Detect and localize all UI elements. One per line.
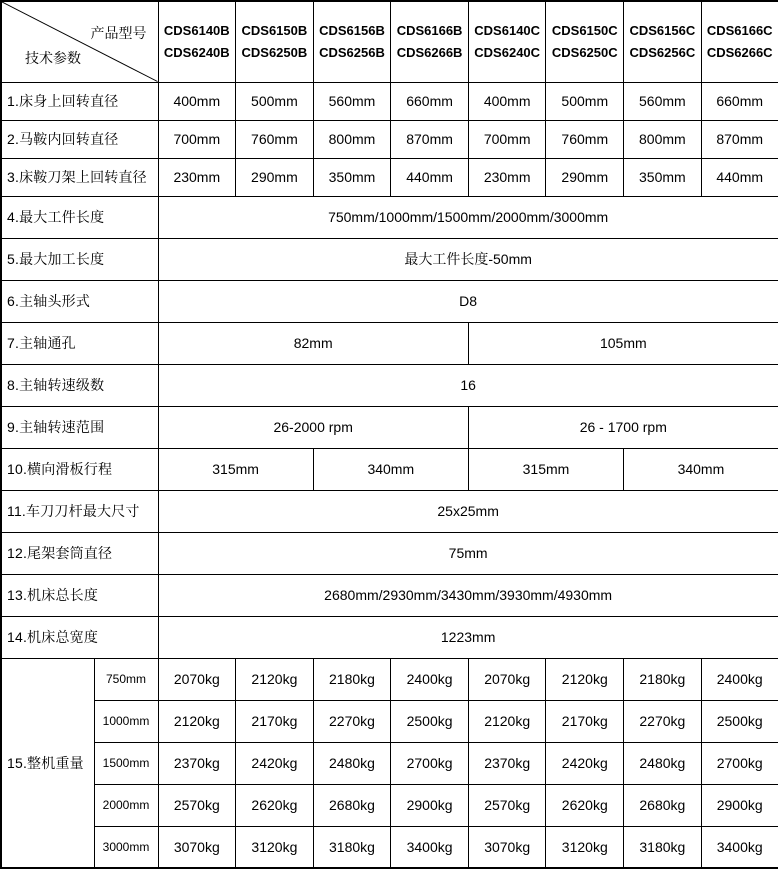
spec-row-label: 2.马鞍内回转直径 — [1, 120, 158, 158]
corner-product-model-label: 产品型号 — [90, 25, 147, 41]
spec-value-cell: 16 — [158, 364, 778, 406]
spec-row-label: 14.机床总宽度 — [1, 616, 158, 658]
weight-value-cell: 3400kg — [701, 826, 778, 868]
weight-length-cell: 1000mm — [94, 700, 158, 742]
spec-row-label: 12.尾架套筒直径 — [1, 532, 158, 574]
spec-value-cell: 700mm — [158, 120, 236, 158]
spec-value-cell: D8 — [158, 280, 778, 322]
weight-value-cell: 2570kg — [468, 784, 546, 826]
spec-row-label: 1.床身上回转直径 — [1, 82, 158, 120]
weight-row — [1, 742, 778, 784]
weight-value-cell: 2370kg — [158, 742, 236, 784]
spec-value-cell: 340mm — [624, 448, 778, 490]
spec-row — [1, 616, 778, 658]
spec-row — [1, 82, 778, 120]
weight-value-cell: 2180kg — [313, 658, 391, 700]
spec-value-cell: 350mm — [313, 158, 391, 196]
spec-value-cell: 440mm — [391, 158, 469, 196]
model-name-line2: CDS6250B — [241, 44, 308, 60]
spec-row-label: 9.主轴转速范围 — [1, 406, 158, 448]
spec-value-cell: 230mm — [158, 158, 236, 196]
spec-value-cell: 500mm — [236, 82, 314, 120]
spec-value-cell: 75mm — [158, 532, 778, 574]
weight-value-cell: 3120kg — [236, 826, 314, 868]
spec-row-label: 11.车刀刀杆最大尺寸 — [1, 490, 158, 532]
spec-row — [1, 280, 778, 322]
spec-value-cell: 400mm — [468, 82, 546, 120]
spec-row — [1, 196, 778, 238]
spec-value-cell: 1223mm — [158, 616, 778, 658]
spec-value-cell: 230mm — [468, 158, 546, 196]
model-header-cell — [468, 1, 546, 82]
spec-row-label: 6.主轴头形式 — [1, 280, 158, 322]
spec-row — [1, 158, 778, 196]
weight-value-cell: 2480kg — [313, 742, 391, 784]
weight-value-cell: 2900kg — [391, 784, 469, 826]
weight-row — [1, 658, 778, 700]
spec-row-label: 10.横向滑板行程 — [1, 448, 158, 490]
model-name-line2: CDS6240C — [474, 44, 541, 60]
spec-row — [1, 322, 778, 364]
weight-value-cell: 2120kg — [468, 700, 546, 742]
weight-value-cell: 2400kg — [391, 658, 469, 700]
header-row — [1, 1, 778, 82]
spec-value-cell: 800mm — [624, 120, 702, 158]
spec-value-cell: 500mm — [546, 82, 624, 120]
model-header-cell — [701, 1, 778, 82]
model-header-cell — [236, 1, 314, 82]
weight-value-cell: 2500kg — [391, 700, 469, 742]
weight-value-cell: 2570kg — [158, 784, 236, 826]
spec-value-cell: 870mm — [701, 120, 778, 158]
model-name-line1: CDS6150B — [241, 22, 308, 38]
model-name-line2: CDS6240B — [163, 44, 230, 60]
spec-value-cell: 760mm — [546, 120, 624, 158]
spec-value-cell: 315mm — [468, 448, 623, 490]
spec-row-label: 7.主轴通孔 — [1, 322, 158, 364]
weight-value-cell: 2420kg — [236, 742, 314, 784]
weight-row — [1, 784, 778, 826]
model-name-line1: CDS6166B — [396, 22, 463, 38]
corner-cell — [1, 1, 158, 82]
spec-value-cell: 400mm — [158, 82, 236, 120]
model-name-line1: CDS6140C — [474, 22, 541, 38]
spec-value-cell: 800mm — [313, 120, 391, 158]
spec-row-label: 8.主轴转速级数 — [1, 364, 158, 406]
weight-value-cell: 2120kg — [546, 658, 624, 700]
weight-value-cell: 3120kg — [546, 826, 624, 868]
weight-value-cell: 3180kg — [624, 826, 702, 868]
weight-value-cell: 3070kg — [468, 826, 546, 868]
spec-value-cell: 82mm — [158, 322, 468, 364]
weight-length-cell: 3000mm — [94, 826, 158, 868]
weight-value-cell: 2400kg — [701, 658, 778, 700]
weight-value-cell: 2680kg — [313, 784, 391, 826]
model-name-line2: CDS6250C — [551, 44, 618, 60]
spec-value-cell: 315mm — [158, 448, 313, 490]
weight-value-cell: 2070kg — [158, 658, 236, 700]
spec-value-cell: 2680mm/2930mm/3430mm/3930mm/4930mm — [158, 574, 778, 616]
spec-row — [1, 364, 778, 406]
spec-row-label: 5.最大加工长度 — [1, 238, 158, 280]
weight-row — [1, 826, 778, 868]
weight-value-cell: 2270kg — [313, 700, 391, 742]
weight-section-label: 15.整机重量 — [1, 658, 94, 868]
model-header-cell — [158, 1, 236, 82]
model-name-line1: CDS6156C — [629, 22, 696, 38]
weight-value-cell: 2170kg — [236, 700, 314, 742]
model-name-line1: CDS6150C — [551, 22, 618, 38]
spec-value-cell: 440mm — [701, 158, 778, 196]
model-header-cell — [624, 1, 702, 82]
model-name-line1: CDS6166C — [706, 22, 773, 38]
spec-row — [1, 448, 778, 490]
weight-value-cell: 2370kg — [468, 742, 546, 784]
spec-row — [1, 574, 778, 616]
weight-row — [1, 700, 778, 742]
spec-value-cell: 340mm — [313, 448, 468, 490]
model-header-cell — [546, 1, 624, 82]
spec-row-label: 3.床鞍刀架上回转直径 — [1, 158, 158, 196]
spec-value-cell: 760mm — [236, 120, 314, 158]
spec-value-cell: 105mm — [468, 322, 778, 364]
weight-value-cell: 2480kg — [624, 742, 702, 784]
model-name-line2: CDS6256C — [629, 44, 696, 60]
model-name-line2: CDS6266C — [706, 44, 773, 60]
weight-value-cell: 3180kg — [313, 826, 391, 868]
weight-value-cell: 2120kg — [158, 700, 236, 742]
weight-length-cell: 1500mm — [94, 742, 158, 784]
spec-row-label: 13.机床总长度 — [1, 574, 158, 616]
spec-value-cell: 560mm — [313, 82, 391, 120]
spec-value-cell: 560mm — [624, 82, 702, 120]
spec-row — [1, 406, 778, 448]
weight-value-cell: 2070kg — [468, 658, 546, 700]
weight-value-cell: 2420kg — [546, 742, 624, 784]
spec-value-cell: 750mm/1000mm/1500mm/2000mm/3000mm — [158, 196, 778, 238]
weight-value-cell: 2270kg — [624, 700, 702, 742]
weight-value-cell: 2120kg — [236, 658, 314, 700]
weight-value-cell: 2620kg — [546, 784, 624, 826]
weight-value-cell: 2680kg — [624, 784, 702, 826]
spec-value-cell: 350mm — [624, 158, 702, 196]
spec-value-cell: 700mm — [468, 120, 546, 158]
weight-length-cell: 2000mm — [94, 784, 158, 826]
spec-row — [1, 120, 778, 158]
spec-row-label: 4.最大工件长度 — [1, 196, 158, 238]
spec-value-cell: 最大工件长度-50mm — [158, 238, 778, 280]
weight-value-cell: 2700kg — [701, 742, 778, 784]
weight-value-cell: 3070kg — [158, 826, 236, 868]
spec-value-cell: 660mm — [701, 82, 778, 120]
spec-value-cell: 290mm — [546, 158, 624, 196]
weight-value-cell: 2180kg — [624, 658, 702, 700]
spec-value-cell: 26 - 1700 rpm — [468, 406, 778, 448]
spec-row — [1, 490, 778, 532]
spec-row — [1, 532, 778, 574]
weight-value-cell: 2500kg — [701, 700, 778, 742]
model-header-cell — [313, 1, 391, 82]
model-name-line2: CDS6266B — [396, 44, 463, 60]
weight-value-cell: 3400kg — [391, 826, 469, 868]
model-header-cell — [391, 1, 469, 82]
corner-tech-params-label: 技术参数 — [25, 49, 81, 66]
spec-value-cell: 660mm — [391, 82, 469, 120]
weight-value-cell: 2170kg — [546, 700, 624, 742]
spec-value-cell: 26-2000 rpm — [158, 406, 468, 448]
weight-value-cell: 2700kg — [391, 742, 469, 784]
spec-row — [1, 238, 778, 280]
spec-value-cell: 870mm — [391, 120, 469, 158]
model-name-line1: CDS6156B — [319, 22, 385, 38]
spec-value-cell: 25x25mm — [158, 490, 778, 532]
spec-value-cell: 290mm — [236, 158, 314, 196]
weight-value-cell: 2620kg — [236, 784, 314, 826]
model-name-line1: CDS6140B — [163, 22, 230, 38]
weight-value-cell: 2900kg — [701, 784, 778, 826]
model-name-line2: CDS6256B — [319, 44, 385, 60]
weight-length-cell: 750mm — [94, 658, 158, 700]
